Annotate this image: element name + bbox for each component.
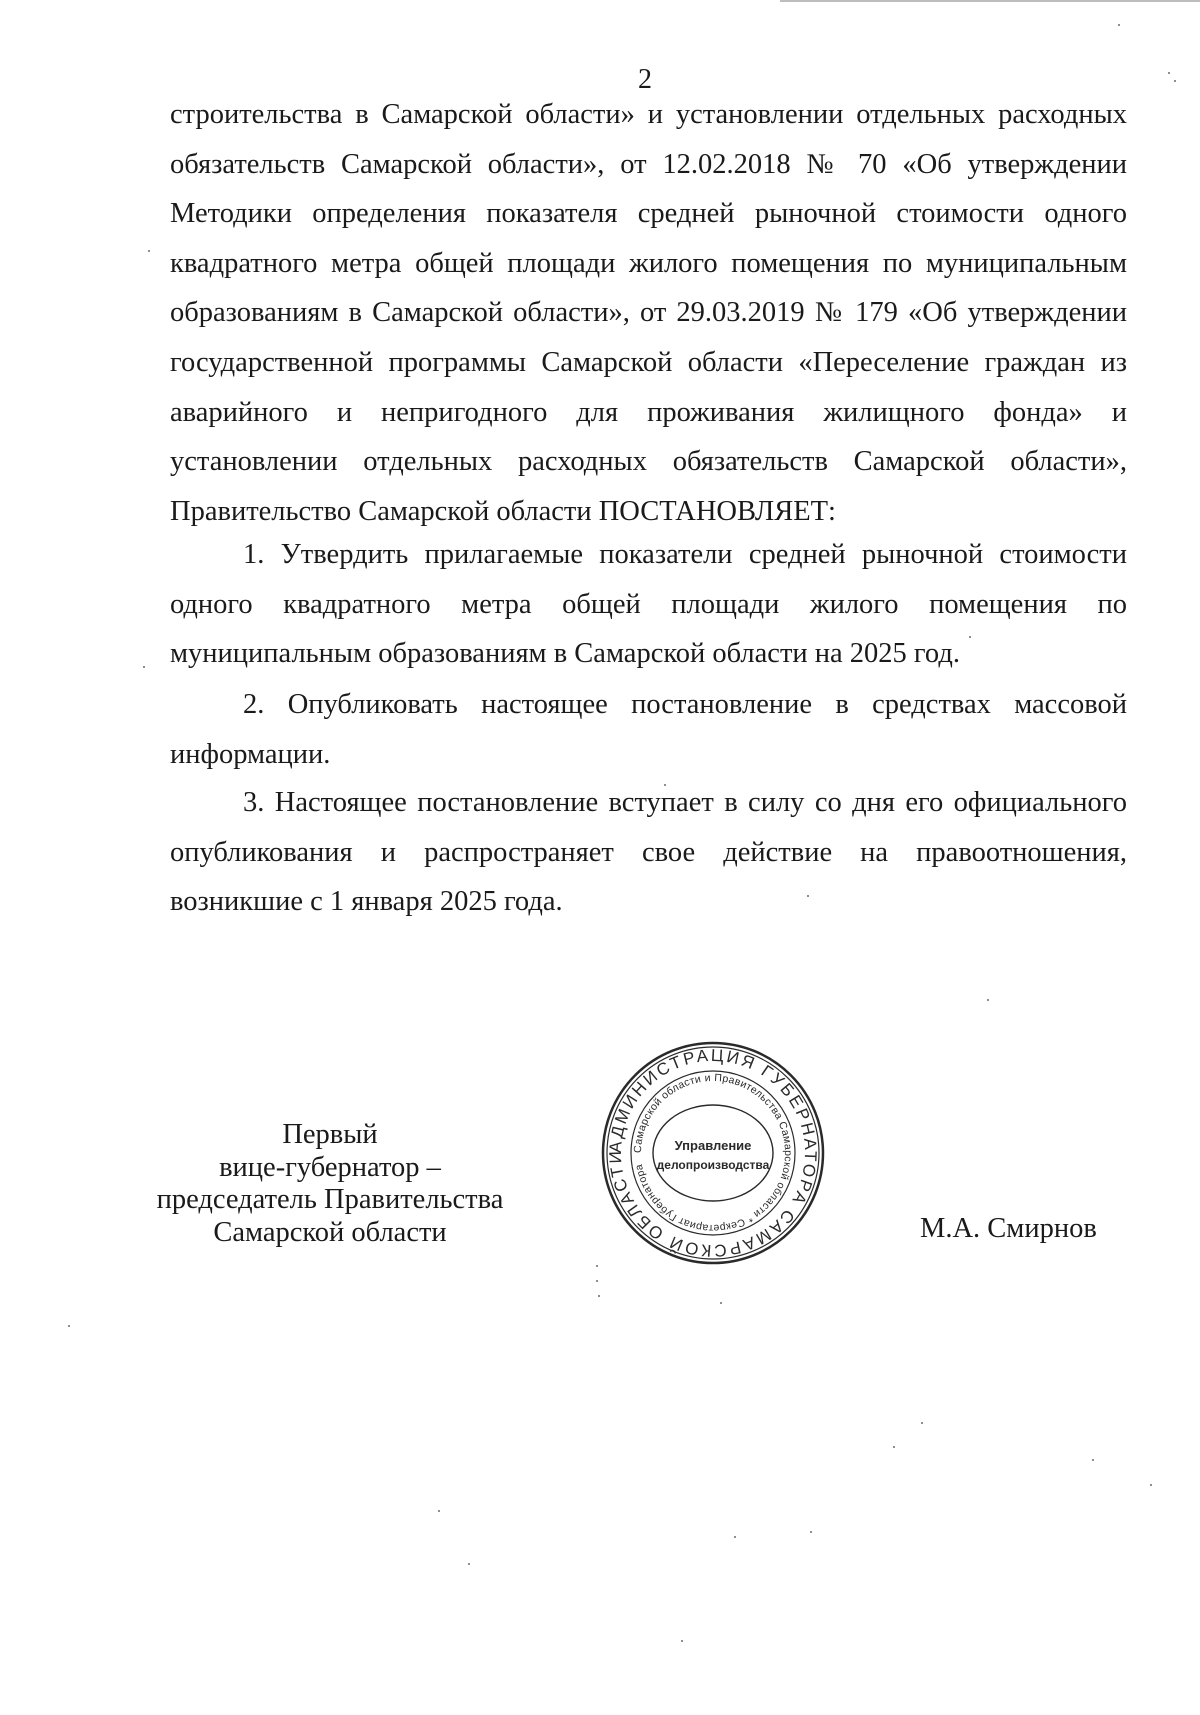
scan-speck [1118,24,1120,26]
scan-speck [720,1302,722,1304]
resolution-item-3-text: 3. Настоящее постановление вступает в силу со дня его официального опубликования и распространяет свое действие на правоотношения, возникшие с 1 января 2025 года. [170,787,1127,918]
scan-speck [1092,1459,1094,1461]
scan-speck [596,1280,598,1282]
scan-speck [734,1536,736,1538]
stamp-center-line-1: Управление [674,1138,752,1153]
scan-speck [807,895,809,897]
scan-speck [438,1510,440,1512]
scan-speck [148,250,150,252]
stamp-middle-text: Самарской области и Правительства Самарской области * Секретариат Губернатора [631,1071,795,1235]
scan-speck [596,1265,598,1267]
page-number: 2 [638,64,652,95]
official-stamp [598,1038,828,1268]
scan-speck [921,1422,923,1424]
scan-speck [681,1640,683,1642]
scan-speck [969,636,971,638]
intro-paragraph [170,90,1127,536]
scan-speck [68,1325,70,1327]
scan-speck [987,999,989,1001]
stamp-outer-text: АДМИНИСТРАЦИЯ ГУБЕРНАТОРА САМАРСКОЙ ОБЛАСТИ [605,1045,821,1261]
scan-speck [1174,80,1176,82]
top-edge-line [780,0,1200,2]
scan-speck [468,1563,470,1565]
resolution-item-2-text: 2. Опубликовать настоящее постановление в средствах массовой информации. [170,689,1127,770]
scan-speck [1168,72,1170,74]
resolution-item-2 [170,680,1127,779]
intro-paragraph-text: строительства в Самарской области» и установлении отдельных расходных обязательств Самарской области», от 12.02.2018 № 70 «Об утверждении Методики определения показателя средней рыночной стоимости одного квадратного метра общей площади жилого помещения по муниципальным образованиям в Самарской области», от 29.03.2019 № 179 «Об утверждении государственной программы Самарской области «Переселение граждан из аварийного и непригодного для проживания жилищного фонда» и установлении отдельных расходных обязательств Самарской области», Правительство Самарской области ПОСТАНОВЛЯЕТ: [170,99,1127,527]
resolution-item-1-text: 1. Утвердить прилагаемые показатели средней рыночной стоимости одного квадратного метра общей площади жилого помещения по муниципальным образованиям в Самарской области на 2025 год. [170,539,1127,670]
signatory-name: М.А. Смирнов [920,1213,1097,1244]
scan-speck [810,1531,812,1533]
scan-speck [143,666,145,668]
signatory-position [140,1119,520,1249]
scan-speck [893,1446,895,1448]
resolution-item-1 [170,530,1127,679]
resolution-item-3 [170,778,1127,927]
scan-speck [598,1295,600,1297]
signatory-position-line-3: председатель Правительства [156,1184,504,1215]
signatory-position-line-2: вице-губернатор – [219,1151,441,1183]
scan-speck [1150,1484,1152,1486]
scan-speck [664,784,666,786]
stamp-center-line-2: делопроизводства [656,1158,770,1172]
signatory-position-line-4: Самарской области [213,1216,447,1248]
signatory-position-line-1: Первый [282,1119,378,1150]
